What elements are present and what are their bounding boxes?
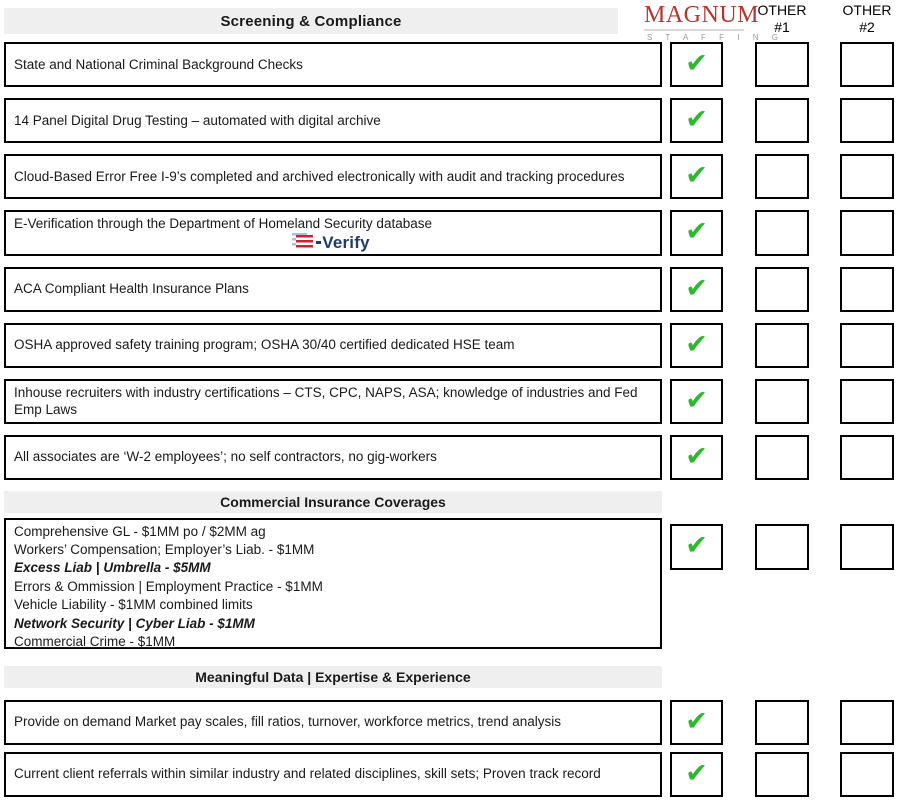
magnum-wordmark: MAGNUM: [644, 2, 760, 28]
section-title: Commercial Insurance Coverages: [220, 493, 446, 510]
other1-check-cell[interactable]: [755, 154, 809, 199]
column-header-other-2: [837, 2, 897, 36]
row-text: State and National Criminal Background Checks: [14, 56, 303, 72]
check-icon: ✔: [685, 440, 708, 471]
e-verify-label: Verify: [322, 232, 370, 252]
insurance-line: Excess Liab | Umbrella - $5MM: [14, 560, 211, 576]
row-description: [4, 42, 662, 87]
other2-check-cell[interactable]: [840, 42, 894, 87]
other2-check-cell[interactable]: [840, 435, 894, 480]
insurance-line: Network Security | Cyber Liab - $1MM: [14, 615, 255, 631]
check-icon: ✔: [685, 104, 708, 134]
table-row: [4, 700, 897, 745]
table-row: [4, 267, 897, 312]
other1-check-cell[interactable]: [755, 98, 809, 143]
table-row: [4, 752, 897, 797]
other2-check-cell[interactable]: [840, 98, 894, 143]
row-text: Provide on demand Market pay scales, fill ratios, turnover, workforce metrics, trend analysis: [14, 714, 561, 730]
other1-check-cell[interactable]: [755, 267, 809, 312]
magnum-check-cell[interactable]: [670, 98, 723, 143]
row-description: [4, 379, 662, 424]
check-icon: ✔: [685, 530, 708, 561]
magnum-check-cell[interactable]: [670, 524, 723, 570]
other1-check-cell[interactable]: [755, 42, 809, 87]
magnum-check-cell[interactable]: [670, 323, 723, 368]
table-row: [4, 210, 897, 256]
row-text: Current client referrals within similar industry and related disciplines, skill sets; Proven track record: [14, 766, 601, 782]
e-verify-logo: [14, 234, 652, 251]
other2-top-label: OTHER: [842, 2, 892, 18]
section-header-commercial-insurance: [4, 491, 662, 513]
row-description: [4, 267, 662, 312]
check-icon: ✔: [685, 384, 708, 415]
row-text: OSHA approved safety training program; OSHA 30/40 certified dedicated HSE team: [14, 337, 515, 353]
row-text: Cloud-Based Error Free I-9’s completed and archived electronically with audit and tracking procedures: [14, 168, 625, 184]
check-icon: ✔: [685, 216, 708, 247]
row-text: Inhouse recruiters with industry certifications – CTS, CPC, NAPS, ASA; knowledge of industries and Fed Emp Laws: [14, 384, 638, 418]
table-row: [4, 435, 897, 480]
check-icon: ✔: [685, 160, 708, 190]
row-description: [4, 323, 662, 368]
magnum-check-cell[interactable]: [670, 154, 723, 199]
magnum-check-cell[interactable]: [670, 752, 723, 797]
other2-check-cell[interactable]: [840, 323, 894, 368]
insurance-line: Errors & Ommission | Employment Practice - $1MM: [14, 578, 323, 594]
check-icon: ✔: [685, 328, 708, 359]
insurance-line: Comprehensive GL - $1MM po / $2MM ag: [14, 523, 266, 539]
other2-bottom-label: #2: [859, 19, 875, 35]
row-description: [4, 154, 662, 199]
other1-check-cell[interactable]: [755, 379, 809, 424]
row-description: [4, 435, 662, 480]
other2-check-cell[interactable]: [840, 379, 894, 424]
insurance-line: Workers’ Compensation; Employer’s Liab. - $1MM: [14, 542, 315, 558]
row-description: [4, 518, 662, 649]
other1-top-label: OTHER: [757, 2, 807, 18]
magnum-check-cell[interactable]: [670, 435, 723, 480]
e-verify-flag-icon: [296, 235, 313, 250]
other2-check-cell[interactable]: [840, 524, 894, 570]
other1-check-cell[interactable]: [755, 524, 809, 570]
row-text: 14 Panel Digital Drug Testing – automated with digital archive: [14, 112, 381, 128]
other2-check-cell[interactable]: [840, 700, 894, 745]
other1-bottom-label: #1: [774, 19, 790, 35]
row-description: [4, 700, 662, 745]
table-row: [4, 323, 897, 368]
other1-check-cell[interactable]: [755, 752, 809, 797]
e-verify-dash: [316, 241, 321, 244]
row-description: [4, 210, 662, 256]
table-row: [4, 379, 897, 424]
table-row: [4, 518, 897, 649]
section-header-meaningful-data: [4, 666, 662, 688]
column-header-other-1: [752, 2, 812, 36]
other2-check-cell[interactable]: [840, 210, 894, 256]
magnum-check-cell[interactable]: [670, 379, 723, 424]
magnum-check-cell[interactable]: [670, 42, 723, 87]
section-title: Screening & Compliance: [220, 12, 402, 30]
other1-check-cell[interactable]: [755, 210, 809, 256]
check-icon: ✔: [685, 272, 708, 303]
row-description: [4, 752, 662, 797]
staffing-subtitle: S T A F F I N G: [644, 29, 744, 42]
check-icon: ✔: [685, 757, 708, 788]
other2-check-cell[interactable]: [840, 154, 894, 199]
magnum-check-cell[interactable]: [670, 700, 723, 745]
check-icon: ✔: [685, 48, 708, 78]
magnum-check-cell[interactable]: [670, 210, 723, 256]
other1-check-cell[interactable]: [755, 700, 809, 745]
row-text: E-Verification through the Department of Homeland Security database: [14, 216, 432, 231]
row-description: [4, 98, 662, 143]
insurance-line: Vehicle Liability - $1MM combined limits: [14, 597, 253, 613]
other2-check-cell[interactable]: [840, 267, 894, 312]
other1-check-cell[interactable]: [755, 435, 809, 480]
other1-check-cell[interactable]: [755, 323, 809, 368]
section-header-screening-compliance: [4, 8, 618, 34]
row-text: All associates are ‘W-2 employees’; no self contractors, no gig-workers: [14, 449, 437, 465]
section-title: Meaningful Data | Expertise & Experience: [195, 668, 471, 685]
table-row: [4, 42, 897, 87]
other2-check-cell[interactable]: [840, 752, 894, 797]
row-text: ACA Compliant Health Insurance Plans: [14, 281, 249, 297]
table-row: [4, 154, 897, 199]
check-icon: ✔: [685, 705, 708, 736]
insurance-line: Commercial Crime - $1MM: [14, 634, 176, 650]
table-row: [4, 98, 897, 143]
magnum-check-cell[interactable]: [670, 267, 723, 312]
table-header: [0, 0, 897, 42]
